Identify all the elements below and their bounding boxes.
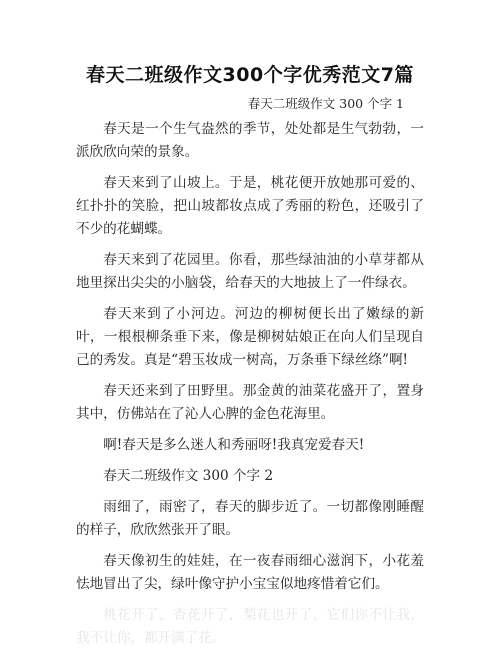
paragraph: 春天像初生的娃娃，在一夜春雨细心滋润下，小花羞怯地冒出了尖，绿叶像守护小宝宝似地疼惜着它们。 <box>76 553 424 592</box>
paragraph: 雨细了，雨密了，春天的脚步近了。一切都像刚睡醒的样子，欣欣然张开了眼。 <box>76 499 424 538</box>
document-body <box>76 118 424 658</box>
section-heading-2: 春天二班级作文 300 个字 2 <box>103 468 274 484</box>
paragraph: 啊!春天是多么迷人和秀丽呀!我真宠爱春天! <box>103 437 365 453</box>
paragraph: 春天还来到了田野里。那金黄的油菜花盛开了，置身其中，仿佛站在了沁人心脾的金色花海里。 <box>76 383 424 422</box>
paragraph: 春天来到了山坡上。于是，桃花便开放她那可爱的、红扑扑的笑脸，把山坡都妆点成了秀丽的粉色，还吸引了不少的花蝴蝶。 <box>76 175 424 237</box>
paragraph: 春天是一个生气盎然的季节，处处都是生气勃勃，一派欣欣向荣的景象。 <box>76 121 424 160</box>
paragraph: 春天来到了小河边。河边的柳树便长出了嫩绿的新叶，一根根柳条垂下来，像是柳树姑娘正在向人们呈现自己的秀发。真是“碧玉妆成一树高，万条垂下绿丝绦”啊! <box>76 306 424 368</box>
paragraph: 春天来到了花园里。你看，那些绿油油的小草芽都从地里探出尖尖的小脑袋，给春天的大地披上了一件绿衣。 <box>76 252 424 291</box>
document-title: 春天二班级作文300个字优秀范文7篇 <box>86 64 414 86</box>
paragraph-cut-off: 桃花开了，杏花开了，梨花也开了，它们你不让我，我不让你，都开满了花。 <box>76 607 424 646</box>
section-heading-1: 春天二班级作文 300 个字 1 <box>247 96 404 111</box>
